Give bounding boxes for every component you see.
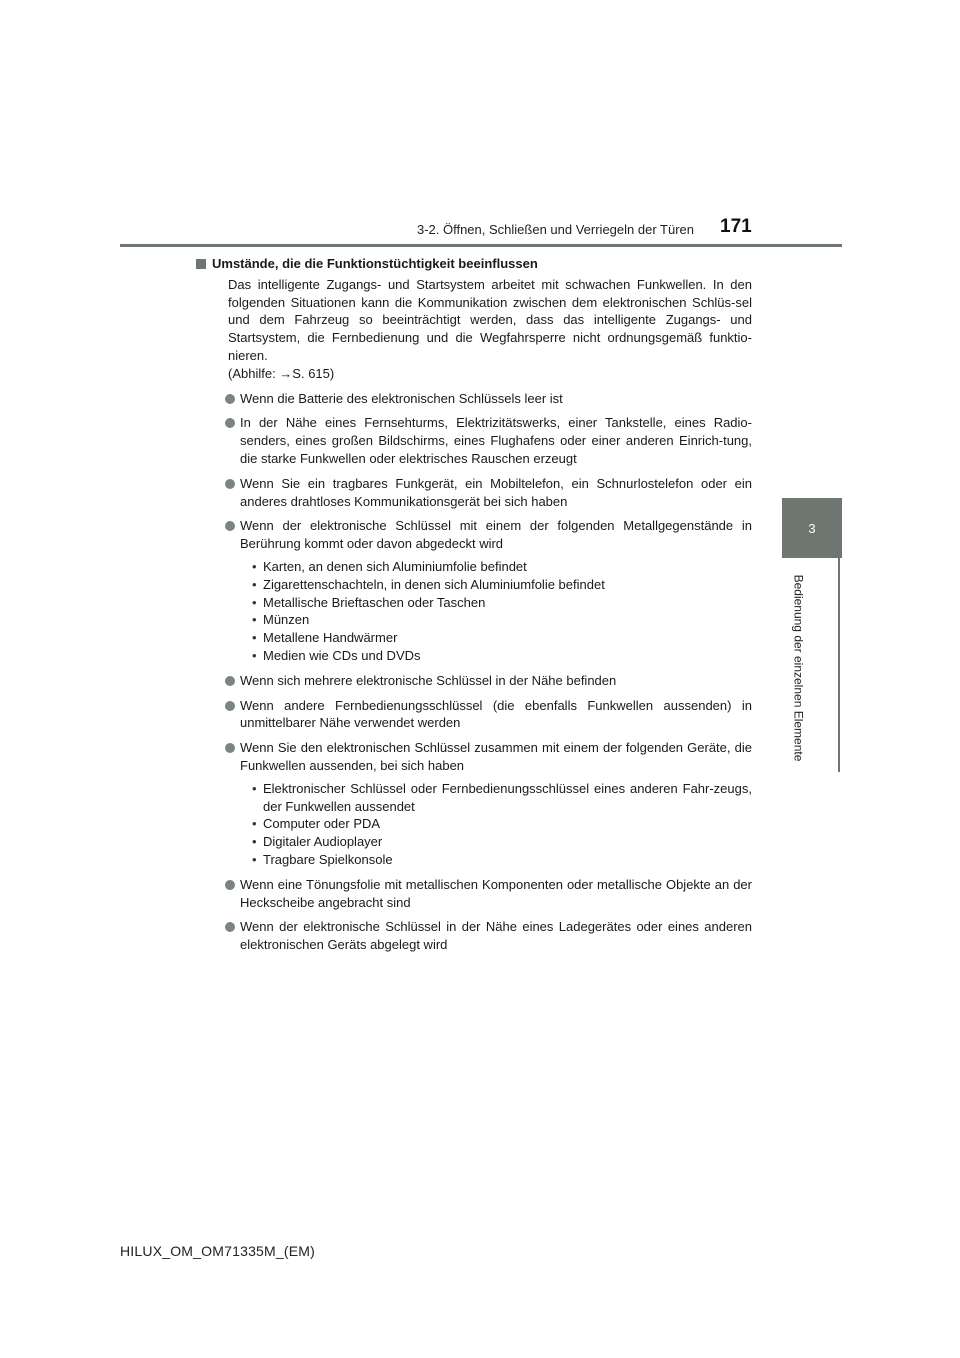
list-item (212, 390, 752, 408)
circle-bullet-icon (225, 880, 235, 890)
page-content (212, 255, 752, 954)
circle-bullet-icon (225, 521, 235, 531)
chapter-tab-number: 3 (808, 520, 816, 536)
section-intro (228, 276, 752, 383)
remedy-reference: (Abhilfe: →S. 615) (228, 365, 335, 381)
sub-list-item: • Elektronischer Schlüssel oder Fernbedienungsschlüssel eines anderen Fahr-zeugs, der Funkwellen aussendet (240, 780, 752, 816)
section-heading-text: Umstände, die die Funktionstüchtigkeit beeinflussen (212, 256, 538, 271)
chapter-label (787, 565, 809, 770)
circle-bullet-icon (225, 743, 235, 753)
circle-bullet-icon (225, 479, 235, 489)
circle-bullet-icon (225, 701, 235, 711)
running-header-title: 3-2. Öffnen, Schließen und Verriegeln der Türen (416, 222, 694, 237)
square-bullet-icon (196, 259, 206, 269)
list-item (212, 918, 752, 954)
document-code: HILUX_OM_OM71335M_(EM) (120, 1243, 316, 1259)
sub-list-item: • Zigarettenschachteln, in denen sich Aluminiumfolie befindet (240, 576, 752, 594)
list-item-text: Wenn Sie den elektronischen Schlüssel zusammen mit einem der folgenden Geräte, die Funkwellen aussenden, bei sich haben (240, 740, 752, 773)
intro-paragraph: Das intelligente Zugangs- und Startsystem arbeitet mit schwachen Funkwellen. In den folgenden Situationen kann die Kommunikation zwischen dem elektronischen Schlüs-sel und dem Fahrzeug so beeinträchtigt werden, dass das intelligente Zugangs- und Startsystem, die Fernbedienung und die Wegfahrsperre nicht ordnungsgemäß funktio-nieren. (228, 276, 752, 363)
section-heading (196, 255, 752, 273)
sub-list-item: • Tragbare Spielkonsole (240, 851, 752, 869)
list-item-text: In der Nähe eines Fernsehturms, Elektrizitätswerks, einer Tankstelle, eines Radio-senders, eines großen Bildschirms, eines Flughafens oder einer anderen Einrich-tung, die starke Funkwellen oder elektrisches Rauschen erzeugt (240, 415, 752, 466)
chapter-tab-rule (838, 558, 840, 772)
list-item-text: Wenn der elektronische Schlüssel mit einem der folgenden Metallgegenstände in Berührung kommt oder davon abgedeckt wird (240, 518, 752, 552)
list-item (212, 517, 752, 553)
list-item-text: Wenn sich mehrere elektronische Schlüssel in der Nähe befinden (240, 672, 617, 688)
circle-bullet-icon (225, 394, 235, 404)
sub-list-item: • Digitaler Audioplayer (240, 833, 752, 851)
radio-devices-list (240, 780, 752, 869)
list-item-text: Wenn die Batterie des elektronischen Schlüssels leer ist (240, 390, 563, 406)
list-item-text: Wenn Sie ein tragbares Funkgerät, ein Mobiltelefon, ein Schnurlostelefon oder ein anderes drahtloses Kommunikationsgerät bei sich haben (240, 475, 752, 509)
sub-list-item: • Münzen (240, 611, 752, 629)
page-number: 171 (720, 216, 752, 237)
circle-bullet-icon (225, 922, 235, 932)
chapter-label-text: Bedienung der einzelnen Elemente (791, 574, 805, 761)
header-rule (120, 244, 842, 247)
sub-list-item: • Metallische Brieftaschen oder Taschen (240, 594, 752, 612)
list-item-text: Wenn der elektronische Schlüssel in der Nähe eines Ladegerätes oder eines anderen elektronischen Geräts abgelegt wird (240, 919, 752, 953)
sub-list-item: • Computer oder PDA (240, 815, 752, 833)
circle-bullet-icon (225, 676, 235, 686)
sub-list-item: • Karten, an denen sich Aluminiumfolie befindet (240, 558, 752, 576)
sub-list-item: • Medien wie CDs und DVDs (240, 647, 752, 665)
list-item (212, 672, 752, 690)
list-item-text: Wenn eine Tönungsfolie mit metallischen Komponenten oder metallische Objekte an der Heckscheibe angebracht sind (240, 876, 752, 910)
list-item-text: Wenn andere Fernbedienungsschlüssel (die ebenfalls Funkwellen aussenden) in unmittelbarer Nähe verwendet werden (240, 697, 752, 731)
list-item (212, 876, 752, 912)
list-item (212, 697, 752, 733)
list-item (212, 475, 752, 511)
circle-bullet-icon (225, 418, 235, 428)
sub-list-item: • Metallene Handwärmer (240, 629, 752, 647)
metal-objects-list (240, 558, 752, 665)
list-item (212, 739, 752, 775)
chapter-tab[interactable] (782, 498, 842, 558)
list-item (212, 414, 752, 467)
